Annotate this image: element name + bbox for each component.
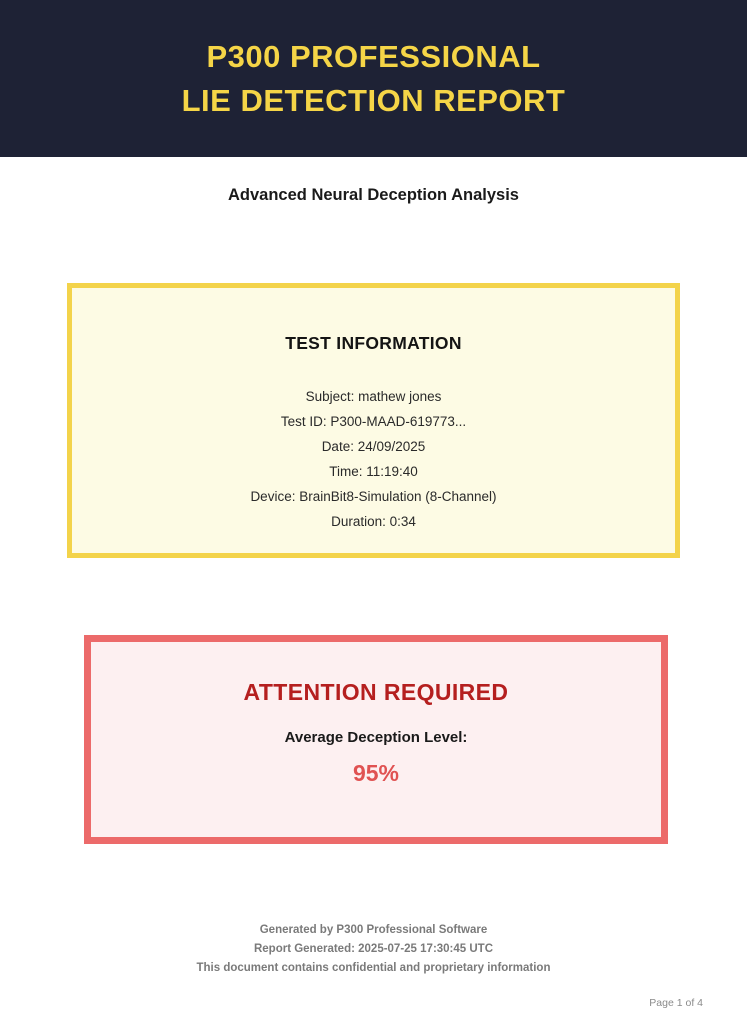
test-information-heading: TEST INFORMATION [285, 333, 462, 353]
test-info-time: Time: 11:19:40 [329, 464, 418, 479]
report-subtitle: Advanced Neural Deception Analysis [228, 186, 519, 204]
footer-confidentiality-notice: This document contains confidential and proprietary information [196, 962, 551, 974]
test-info-duration: Duration: 0:34 [331, 514, 416, 529]
report-title-line-1: P300 PROFESSIONAL [206, 38, 541, 74]
test-info-subject: Subject: mathew jones [305, 389, 442, 404]
footer-report-generated: Report Generated: 2025-07-25 17:30:45 UTC [253, 943, 494, 955]
report-title-line-2: LIE DETECTION REPORT [181, 82, 566, 118]
test-info-test-id: Test ID: P300-MAAD-619773... [280, 414, 467, 429]
test-information-lines [250, 384, 496, 534]
report-header-banner [0, 0, 747, 157]
attention-heading: ATTENTION REQUIRED [243, 679, 509, 705]
footer-generated-by: Generated by P300 Professional Software [259, 924, 488, 936]
average-deception-label: Average Deception Level: [284, 729, 468, 746]
test-information-box [67, 283, 680, 558]
average-deception-value: 95% [352, 760, 400, 786]
test-info-date: Date: 24/09/2025 [321, 439, 426, 454]
test-info-device: Device: BrainBit8-Simulation (8-Channel) [250, 489, 497, 504]
attention-required-box [84, 635, 668, 844]
page-number: Page 1 of 4 [649, 997, 703, 1009]
report-footer [0, 921, 747, 978]
